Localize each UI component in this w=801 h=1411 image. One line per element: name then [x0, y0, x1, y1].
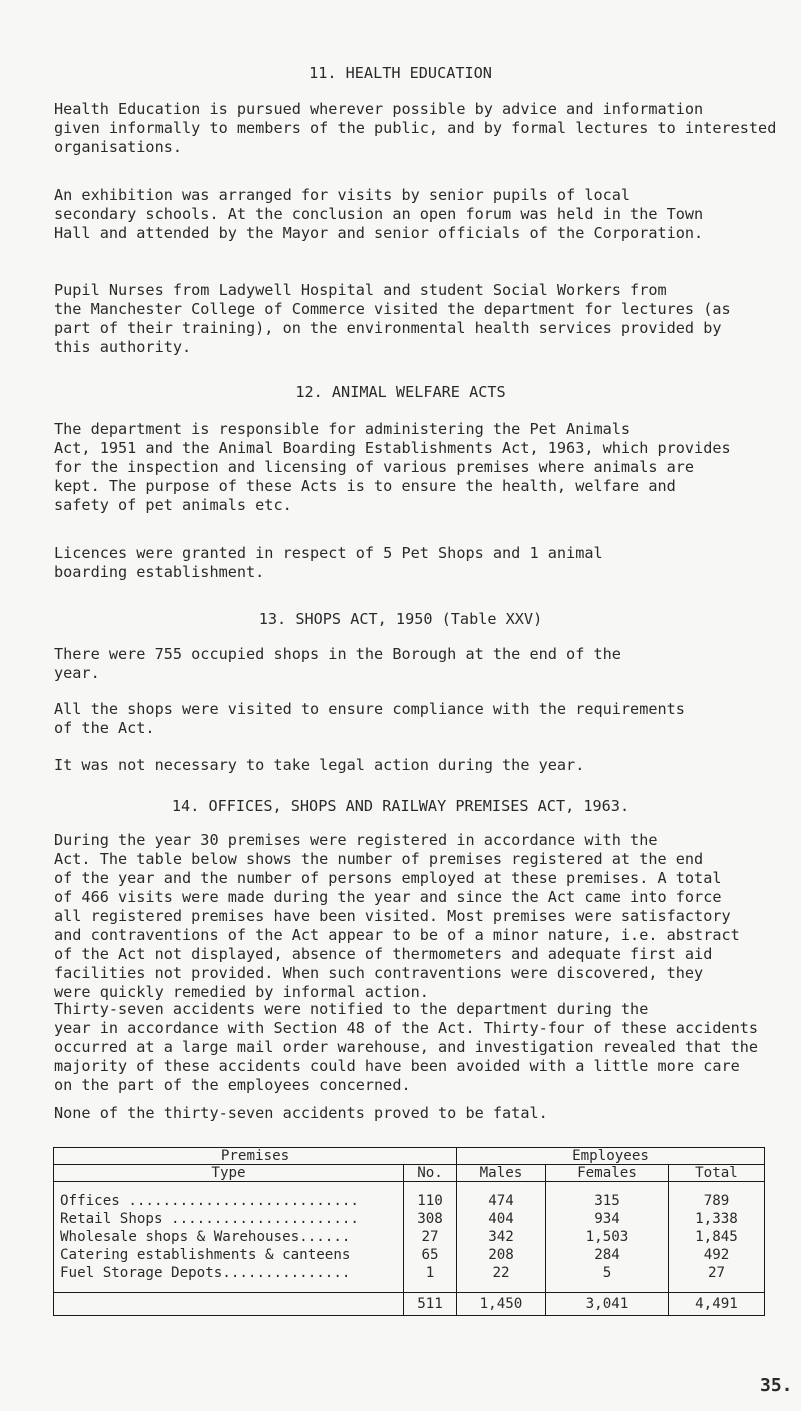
- totals-females: 3,041: [546, 1293, 669, 1316]
- section-12-paragraph-2: Licences were granted in respect of 5 Pet Shops and 1 animal boarding establishment.: [54, 544, 603, 581]
- section-13-paragraph-1: There were 755 occupied shops in the Borough at the end of the year.: [54, 645, 621, 682]
- total-cell: [669, 1182, 765, 1293]
- table-row-males: 474: [488, 1193, 514, 1209]
- table-row-total: 492: [703, 1247, 730, 1263]
- section-13-paragraph-2: All the shops were visited to ensure compliance with the requirements of the Act.: [54, 700, 685, 737]
- premises-table: [53, 1147, 765, 1316]
- table-row-number: 308: [417, 1211, 443, 1227]
- males-column-header: Males: [457, 1165, 546, 1182]
- table-row-number: 110: [417, 1193, 443, 1209]
- table-row-type: Retail Shops ......................: [60, 1211, 359, 1227]
- females-cell: [546, 1182, 669, 1293]
- type-cell: [54, 1182, 404, 1293]
- table-row-total: 1,338: [695, 1211, 738, 1227]
- section-14-paragraph-2: Thirty-seven accidents were notified to the department during the year in accordance with Section 48 of the Act. Thirty-four of these accidents occurred at a large mail order warehouse, and investigation revealed that the majority of these accidents could have been avoided with a little more care on the part of the employees concerned.: [54, 1000, 759, 1094]
- table-row-number: 27: [421, 1229, 439, 1245]
- section-14-paragraph-1: During the year 30 premises were registered in accordance with the Act. The table below shows the number of premises registered at the end of the year and the number of persons employed at these premises. A total of 466 visits were made during the year and since the Act came into force all registered premises have been visited. Most premises were satisfactory and contraventions of the Act appear to be of a minor nature, i.e. abstract of the Act not displayed, absence of thermometers and adequate first aid facilities not provided. When such contraventions were discovered, they were quickly remedied by informal action.: [54, 831, 740, 1001]
- section-12-paragraph-1: The department is responsible for administering the Pet Animals Act, 1951 and the Animal Boarding Establishments Act, 1963, which provides for the inspection and licensing of various premises where animals are kept. The purpose of these Acts is to ensure the health, welfare and safety of pet animals etc.: [54, 420, 731, 514]
- table-row-females: 315: [594, 1193, 620, 1209]
- section-11-paragraph-1: Health Education is pursued wherever possible by advice and information given informally to members of the public, and by formal lectures to interested organisations.: [54, 100, 777, 156]
- table-row-total: 1,845: [695, 1229, 738, 1245]
- table-row-number: 65: [421, 1247, 439, 1263]
- table-row-type: Catering establishments & canteens: [60, 1247, 351, 1263]
- section-13-heading: 13. SHOPS ACT, 1950 (Table XXV): [258, 610, 543, 628]
- employees-group-header: Employees: [457, 1148, 765, 1165]
- section-11-heading: 11. HEALTH EDUCATION: [309, 64, 492, 82]
- table-row-total: 27: [707, 1265, 726, 1281]
- table-row-females: 284: [594, 1247, 620, 1263]
- table-row-males: 342: [488, 1229, 514, 1245]
- table-row-females: 5: [602, 1265, 612, 1281]
- totals-males: 1,450: [457, 1293, 546, 1316]
- total-column-header: Total: [669, 1165, 765, 1182]
- table-row-type: Wholesale shops & Warehouses......: [60, 1229, 351, 1245]
- number-column-header: No.: [404, 1165, 457, 1182]
- totals-row: [54, 1293, 765, 1316]
- males-cell: [457, 1182, 546, 1293]
- number-cell: [404, 1182, 457, 1293]
- table-body-row: [54, 1182, 765, 1293]
- section-14-heading: 14. OFFICES, SHOPS AND RAILWAY PREMISES ACT, 1963.: [171, 797, 630, 815]
- females-column-header: Females: [546, 1165, 669, 1182]
- type-column-header: Type: [54, 1165, 404, 1182]
- table-row-type: Offices ...........................: [60, 1193, 359, 1209]
- premises-group-header: Premises: [54, 1148, 457, 1165]
- table-row-number: 1: [425, 1265, 435, 1281]
- table-row-females: 934: [594, 1211, 620, 1227]
- section-11-paragraph-2: An exhibition was arranged for visits by senior pupils of local secondary schools. At the conclusion an open forum was held in the Town Hall and attended by the Mayor and senior officials of the Corporation.: [54, 186, 704, 242]
- table-row-males: 208: [488, 1247, 514, 1263]
- totals-number: 511: [404, 1293, 457, 1316]
- totals-blank-cell: [54, 1293, 404, 1316]
- totals-total: 4,491: [669, 1293, 765, 1316]
- section-11-paragraph-3: Pupil Nurses from Ladywell Hospital and student Social Workers from the Manchester College of Commerce visited the department for lectures (as part of their training), on the environmental health services provided by this authority.: [54, 281, 731, 356]
- page-number: 35.: [760, 1375, 793, 1396]
- table-row-males: 22: [492, 1265, 510, 1281]
- section-14-paragraph-3: None of the thirty-seven accidents proved to be fatal.: [54, 1104, 548, 1122]
- section-13-paragraph-3: It was not necessary to take legal action during the year.: [54, 756, 585, 774]
- table-row-total: 789: [703, 1193, 730, 1209]
- table-row-type: Fuel Storage Depots...............: [60, 1265, 351, 1281]
- table-row-females: 1,503: [585, 1229, 629, 1245]
- table-row-males: 404: [488, 1211, 514, 1227]
- section-12-heading: 12. ANIMAL WELFARE ACTS: [295, 383, 506, 401]
